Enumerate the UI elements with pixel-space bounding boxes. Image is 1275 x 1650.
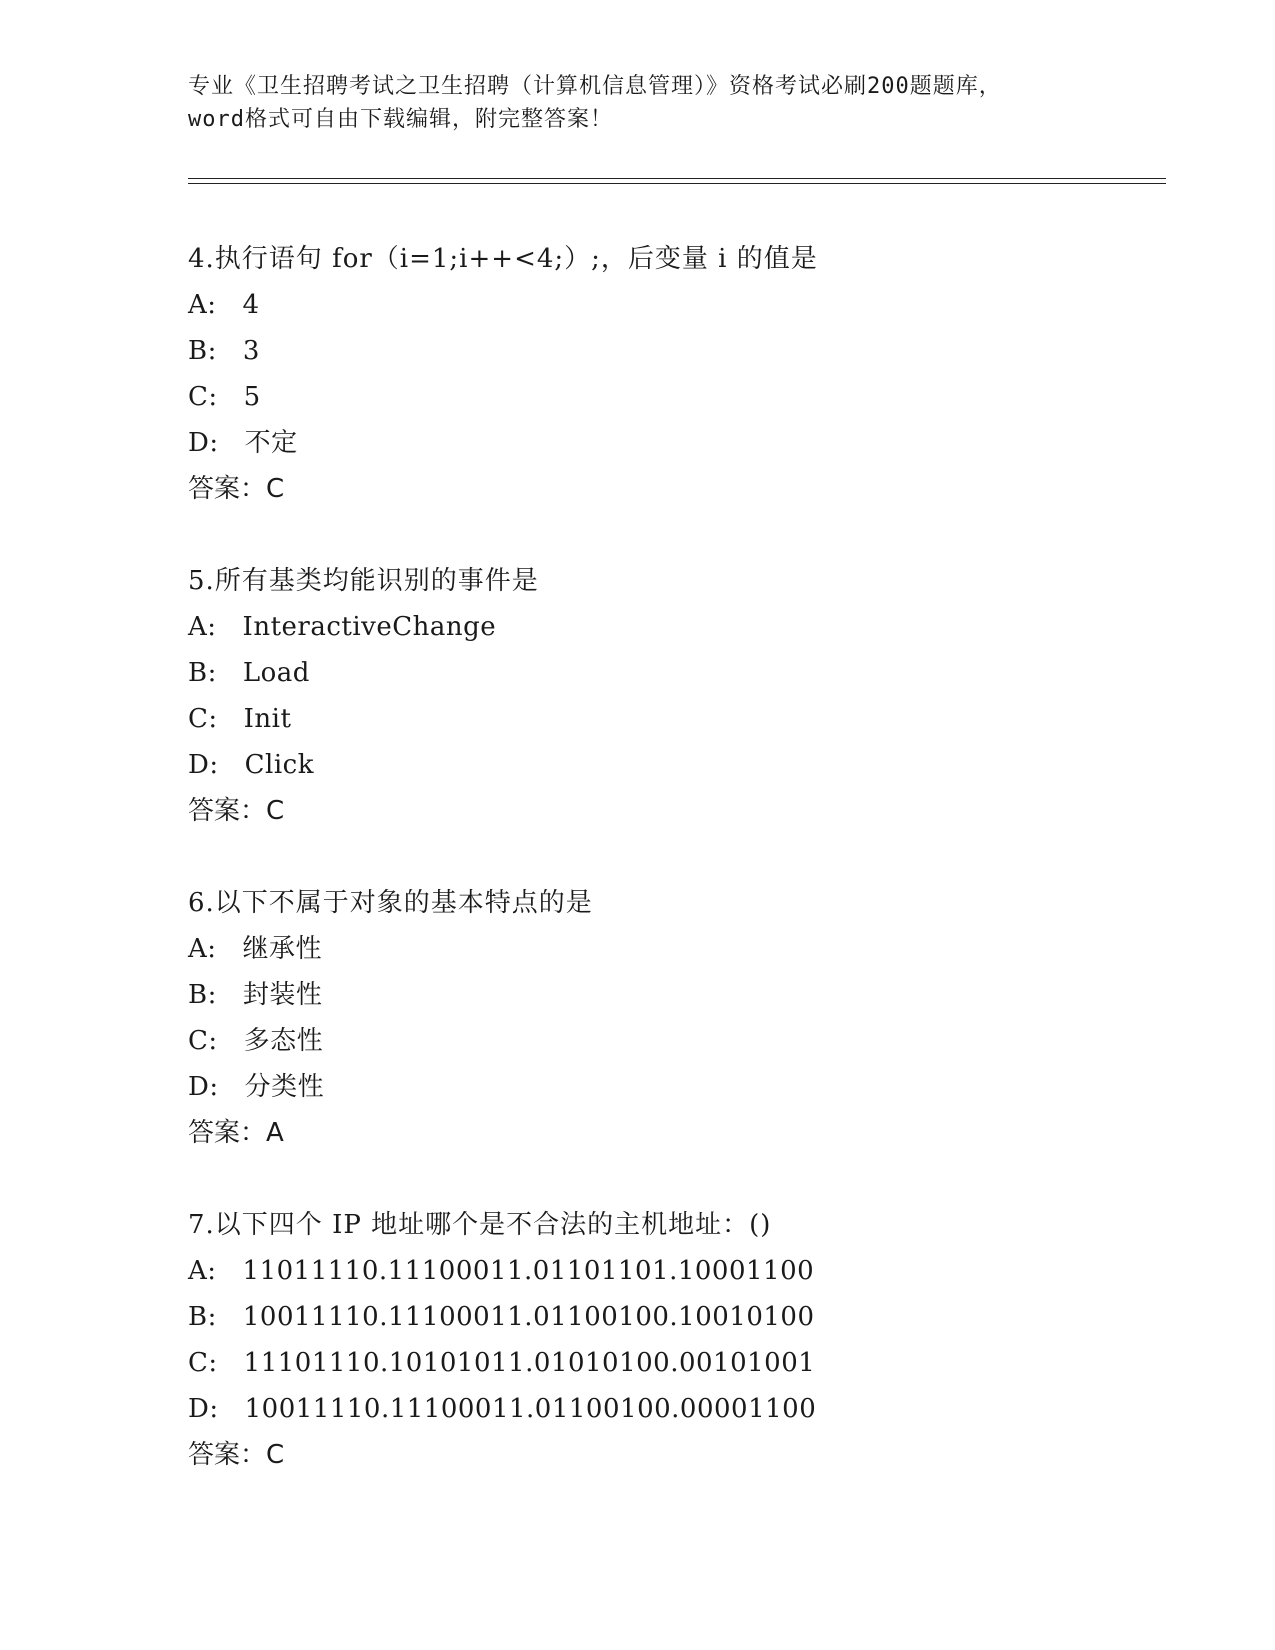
question-block [188,236,1168,512]
answer-value: C [266,1440,285,1470]
option-d [188,1386,1168,1432]
option-text: 4 [242,290,260,320]
option-c [188,1018,1168,1064]
option-key: D: [188,428,219,458]
option-key: A: [188,1256,217,1286]
option-key: A: [188,612,217,642]
option-a [188,604,1168,650]
option-key: C: [188,382,218,412]
option-a [188,926,1168,972]
option-b [188,972,1168,1018]
header-divider-bottom [188,183,1166,184]
option-key: D: [188,750,219,780]
option-key: B: [188,980,217,1010]
option-key: B: [188,336,217,366]
answer-value: C [266,474,285,504]
option-c [188,696,1168,742]
question-text: 7.以下四个 IP 地址哪个是不合法的主机地址：() [188,1210,772,1240]
option-key: C: [188,1026,218,1056]
option-b [188,1294,1168,1340]
answer-value: A [266,1118,284,1148]
option-key: D: [188,1394,219,1424]
header-line-1: 专业《卫生招聘考试之卫生招聘（计算机信息管理）》资格考试必刷200题题库， [188,74,1002,99]
option-text: 继承性 [242,934,323,964]
answer-line [188,1432,1168,1478]
option-key: D: [188,1072,219,1102]
option-text: 11101110.10101011.01010100.00101001 [243,1348,816,1378]
option-text: 11011110.11100011.01101101.10001100 [242,1256,815,1286]
option-text: 多态性 [243,1026,324,1056]
option-text: Load [242,658,310,688]
option-text: 10011110.11100011.01100100.10010100 [242,1302,815,1332]
option-key: A: [188,934,217,964]
option-text: 10011110.11100011.01100100.00001100 [244,1394,817,1424]
question-block [188,880,1168,1156]
option-text: 封装性 [242,980,323,1010]
option-d [188,420,1168,466]
option-a [188,282,1168,328]
option-text: 分类性 [244,1072,325,1102]
option-c [188,374,1168,420]
option-text: Click [244,750,314,780]
option-a [188,1248,1168,1294]
answer-line [188,1110,1168,1156]
question-block [188,1202,1168,1478]
header-line-2: word格式可自由下载编辑，附完整答案！ [188,107,613,132]
option-text: Init [243,704,292,734]
answer-label: 答案： [188,796,267,826]
question-text: 5.所有基类均能识别的事件是 [188,566,539,596]
answer-label: 答案： [188,1118,267,1148]
option-key: C: [188,704,218,734]
option-key: B: [188,1302,217,1332]
option-text: 3 [242,336,260,366]
option-c [188,1340,1168,1386]
option-key: B: [188,658,217,688]
document-header [188,70,1088,136]
answer-value: C [266,796,285,826]
option-b [188,650,1168,696]
answer-label: 答案： [188,474,267,504]
option-d [188,1064,1168,1110]
option-key: C: [188,1348,218,1378]
question-block [188,558,1168,834]
option-text: 不定 [244,428,298,458]
header-divider-top [188,178,1166,179]
option-text: 5 [243,382,261,412]
answer-label: 答案： [188,1440,267,1470]
answer-line [188,466,1168,512]
option-d [188,742,1168,788]
option-text: InteractiveChange [242,612,497,642]
question-text: 6.以下不属于对象的基本特点的是 [188,888,593,918]
option-key: A: [188,290,217,320]
question-text: 4.执行语句 for（i=1;i++<4;）;，后变量 i 的值是 [188,244,818,274]
answer-line [188,788,1168,834]
option-b [188,328,1168,374]
